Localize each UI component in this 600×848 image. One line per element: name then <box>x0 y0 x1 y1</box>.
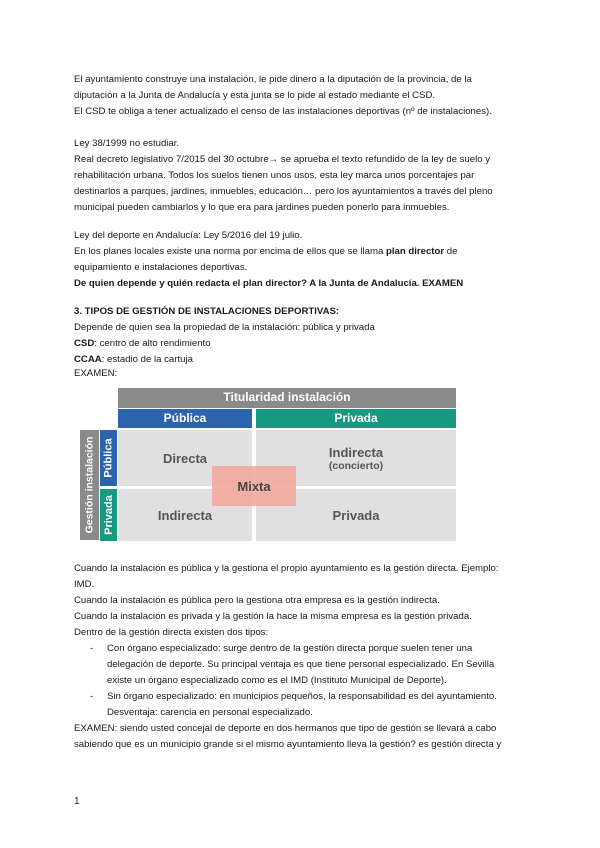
list-item-line: existe un órgano especializado como es el IMD (Instituto Municipal de Deporte). <box>107 675 447 686</box>
paragraph-line: EXAMEN: siendo usted concejal de deporte en dos hermanos que tipo de gestión se llevará a cabo <box>74 723 497 734</box>
paragraph-line: destinarlos a parques, jardines, inmuebles, educación… pero los ayuntamientos a través del pleno <box>74 186 493 197</box>
cell-indirecta-label: Indirecta <box>328 444 384 460</box>
paragraph-line: Real decreto legislativo 7/2015 del 30 octubre→ se aprueba el texto refundido de la ley de suelo y <box>74 154 490 165</box>
paragraph-line: Cuando la instalación es pública y la gestiona el propio ayuntamiento es la gestión directa. Ejemplo: <box>74 563 499 574</box>
list-item-line: Sin órgano especializado: en municipios pequeños, la responsabilidad es del ayuntamiento. <box>107 691 497 702</box>
text-span: de <box>444 246 458 257</box>
paragraph-line: EXAMEN: <box>74 368 118 379</box>
bold-term: plan director <box>385 246 445 257</box>
row-publica-label: Pública <box>102 438 115 478</box>
section-heading: 3. TIPOS DE GESTIÓN DE INSTALACIONES DEPORTIVAS: <box>74 306 340 317</box>
paragraph-line: equipamiento e instalaciones deportivas. <box>74 262 248 273</box>
paragraph-line: Cuando la instalación es privada y la gestión la hace la misma empresa es la gestión privada. <box>74 611 472 622</box>
paragraph-line: Ley del deporte en Andalucía: Ley 5/2016 del 19 julio. <box>74 230 303 241</box>
paragraph-line: Depende de quien sea la propiedad de la instalación: pública y privada <box>74 322 375 333</box>
list-item-line: Desventaja: carencia en personal especializado. <box>107 707 313 718</box>
paragraph-line: Ley 38/1999 no estudiar. <box>74 138 180 149</box>
text-span: : estadio de la cartuja <box>101 354 193 365</box>
paragraph-line: sabiendo que es un municipio grande si el mismo ayuntamiento lleva la gestión? es gestión directa y <box>74 739 502 750</box>
exam-question: De quien depende y quién redacta el plan director? A la Junta de Andalucía. EXAMEN <box>74 278 464 289</box>
text-span: : centro de alto rendimiento <box>94 338 211 349</box>
side-header-label: Gestión instalación <box>83 436 96 534</box>
cell-indirecta-bottom-label: Indirecta <box>157 507 213 523</box>
list-bullet: - <box>90 643 94 654</box>
row-privada-label: Privada <box>102 495 115 535</box>
paragraph-line: IMD. <box>74 579 95 590</box>
column-privada-label: Privada <box>334 411 378 425</box>
paragraph-line: El CSD te obliga a tener actualizado el censo de las instalaciones deportivas (nº de instalaciones). <box>74 106 492 117</box>
center-mixta-label: Mixta <box>237 479 271 494</box>
row-privada-bar <box>100 489 117 541</box>
cell-privada-label: Privada <box>332 507 380 523</box>
cell-concierto-label: (concierto) <box>328 459 384 472</box>
list-item-line: Con órgano especializado: surge dentro de la gestión directa porque suelen tener una <box>107 643 473 654</box>
top-header-label: Titularidad instalación <box>223 390 351 404</box>
paragraph-line <box>74 336 211 352</box>
paragraph-line: rehabilitación urbana. Todos los suelos tienen unos usos, esta ley marca unos porcentajes par <box>74 170 475 181</box>
side-header-bar <box>80 430 99 540</box>
text-span: En los planes locales existe una norma por encima de ellos que se llama <box>74 246 386 257</box>
paragraph-line: municipal pueden cambiarlos y lo que era para jardines pueden ponerlo para inmuebles. <box>74 202 450 213</box>
column-publica-label: Pública <box>163 411 207 425</box>
paragraph-line: Cuando la instalación es pública pero la gestiona otra empresa es la gestión indirecta. <box>74 595 440 606</box>
cell-directa-label: Directa <box>162 450 208 466</box>
paragraph-line: El ayuntamiento construye una instalación, le pide dinero a la diputación de la provincia, de la <box>74 74 472 85</box>
paragraph-line <box>74 244 457 260</box>
row-publica-bar <box>100 430 117 486</box>
bold-term: CCAA <box>74 354 102 365</box>
paragraph-line: Dentro de la gestión directa existen dos tipos: <box>74 627 269 638</box>
list-item-line: delegación de deporte. Su principal ventaja es que tiene personal especializado. En Sevilla <box>107 659 495 670</box>
list-bullet: - <box>90 691 94 702</box>
paragraph-line: diputación a la Junta de Andalucía y esta junta se lo pide al estado mediante el CSD. <box>74 90 436 101</box>
bold-term: CSD <box>74 338 95 349</box>
page-number: 1 <box>74 796 80 807</box>
